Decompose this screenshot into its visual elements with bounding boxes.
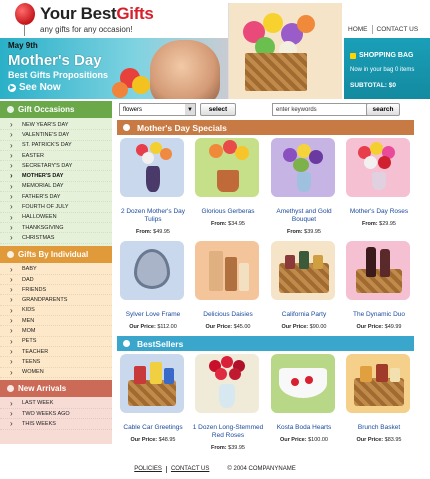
hero-date: May 9th [8, 41, 38, 50]
product-name[interactable]: The Dynamic Duo [352, 311, 406, 318]
shopping-bag-panel[interactable] [344, 38, 430, 99]
gifts-by-individual-list [0, 263, 112, 380]
balloon-icon [15, 3, 35, 25]
product-card[interactable] [192, 241, 264, 337]
gift-occasions-list [0, 118, 112, 246]
product-name[interactable]: Glorious Gerberas [201, 208, 255, 215]
product-image[interactable] [195, 354, 259, 413]
product-price: From: $29.95 [362, 221, 396, 227]
arrow-right-icon: ▶ [9, 85, 15, 91]
gifts-by-individual-header: Gifts By Individual [0, 246, 112, 263]
sidebar-item[interactable]: › FRIENDS [0, 285, 112, 295]
sidebar-item[interactable]: › THANKSGIVING [0, 223, 112, 233]
copyright: © 2004 COMPANYNAME [227, 466, 296, 472]
sidebar-item[interactable]: › TWO WEEKS AGO [0, 409, 112, 419]
basket-photo [228, 3, 342, 99]
policies-link[interactable]: POLICIES [134, 466, 162, 472]
sidebar-item[interactable]: › GRANDPARENTS [0, 295, 112, 305]
sidebar-item[interactable]: › THIS WEEKS [0, 419, 112, 429]
product-image[interactable] [120, 241, 184, 300]
search-input[interactable]: enter keywords [272, 103, 378, 116]
hero-title: Mother's Day [8, 52, 102, 69]
product-price: Our Price: $100.00 [279, 437, 328, 443]
product-image[interactable] [346, 241, 410, 300]
product-image[interactable] [346, 354, 410, 413]
sidebar-item[interactable]: › MOM [0, 326, 112, 336]
product-price: Our Price: $45.00 [205, 324, 251, 330]
product-card[interactable] [117, 354, 189, 450]
gift-occasions-header: Gift Occasions [0, 101, 112, 118]
home-link[interactable]: HOME [348, 25, 368, 33]
sidebar-item[interactable]: › BABY [0, 265, 112, 275]
product-price: Our Price: $48.95 [130, 437, 176, 443]
product-name[interactable]: Kosta Boda Hearts [276, 424, 332, 431]
product-card[interactable] [117, 138, 189, 234]
category-select[interactable]: flowers ▼ [119, 103, 196, 116]
sidebar-item[interactable]: › LAST WEEK [0, 399, 112, 409]
product-name[interactable]: 2 Dozen Mother's Day Tulips [120, 208, 186, 223]
sidebar-item-active[interactable]: › MOTHER'S DAY [0, 171, 112, 181]
mother-portrait [150, 40, 220, 99]
sidebar-item[interactable]: › PETS [0, 337, 112, 347]
sidebar-item[interactable]: › MEN [0, 316, 112, 326]
product-image[interactable] [120, 138, 184, 197]
product-image[interactable] [346, 138, 410, 197]
top-links [344, 22, 430, 36]
sidebar-item[interactable]: › WOMEN [0, 368, 112, 378]
product-price: Our Price: $90.00 [281, 324, 327, 330]
product-image[interactable] [195, 138, 259, 197]
product-image[interactable] [195, 241, 259, 300]
sidebar-item[interactable]: › MEMORIAL DAY [0, 182, 112, 192]
sidebar-item[interactable]: › KIDS [0, 306, 112, 316]
bag-subtotal: SUBTOTAL: $0 [350, 82, 396, 89]
brand-name: Your BestGifts [40, 4, 154, 23]
product-name[interactable]: Delicious Daisies [203, 311, 253, 318]
product-card[interactable] [343, 241, 415, 337]
hero-banner[interactable] [0, 38, 228, 99]
product-price: Our Price: $83.95 [356, 437, 402, 443]
logo[interactable] [10, 3, 225, 37]
chevron-down-icon: ▼ [185, 104, 195, 115]
contact-link[interactable]: CONTACT US [376, 25, 419, 33]
product-name[interactable]: Sylver Love Frame [125, 311, 181, 318]
bag-items: Now in your bag 0 items [350, 67, 415, 73]
product-name[interactable]: Cable Car Greetings [123, 424, 183, 431]
hero-subtitle: Best Gifts Propositions [8, 70, 109, 80]
sidebar-item[interactable]: › FATHER'S DAY [0, 192, 112, 202]
product-price: Our Price: $112.00 [129, 324, 177, 330]
product-price: Our Price: $49.99 [356, 324, 402, 330]
brand-tagline: any gifts for any occasion! [40, 25, 133, 34]
product-card[interactable] [343, 138, 415, 234]
sidebar-item[interactable]: › DAD [0, 275, 112, 285]
footer [0, 459, 430, 479]
product-name[interactable]: Amethyst and Gold Bouquet [276, 208, 332, 223]
sidebar-item[interactable]: › FOURTH OF JULY [0, 202, 112, 212]
sidebar-item[interactable]: › EASTER [0, 151, 112, 161]
product-card[interactable] [343, 354, 415, 450]
product-name[interactable]: 1 Dozen Long-Stemmed Red Roses [192, 424, 264, 439]
product-price: From: $39.95 [211, 445, 245, 451]
sidebar [0, 101, 112, 457]
search-button[interactable]: search [366, 103, 400, 116]
product-price: From: $39.95 [287, 229, 321, 235]
product-card[interactable] [268, 241, 340, 337]
sidebar-item[interactable]: › VALENTINE'S DAY [0, 130, 112, 140]
product-card[interactable] [192, 138, 264, 234]
bag-icon [350, 53, 356, 59]
balloon-string [24, 24, 25, 36]
sidebar-item[interactable]: › HALLOWEEN [0, 213, 112, 223]
bestsellers-header: BestSellers [117, 336, 414, 351]
product-card[interactable] [268, 138, 340, 234]
product-price: From: $34.95 [211, 221, 245, 227]
product-card[interactable] [117, 241, 189, 337]
product-image[interactable] [271, 241, 335, 300]
product-image[interactable] [120, 354, 184, 413]
product-price: From: $49.95 [136, 229, 170, 235]
product-image[interactable] [271, 138, 335, 197]
product-name[interactable]: Brunch Basket [357, 424, 401, 431]
divider [166, 466, 167, 473]
product-image[interactable] [271, 354, 335, 413]
search-bar [117, 101, 430, 118]
sidebar-item[interactable]: › TEACHER [0, 347, 112, 357]
sidebar-item[interactable]: › TEENS [0, 357, 112, 367]
select-button[interactable]: select [200, 103, 236, 116]
new-arrivals-list [0, 397, 112, 444]
new-arrivals-header: New Arrivals [0, 380, 112, 397]
specials-header: Mother's Day Specials [117, 120, 414, 135]
basket [245, 53, 307, 91]
shopping-bag-title: SHOPPING BAG [350, 52, 413, 59]
product-card[interactable] [192, 354, 264, 450]
product-card[interactable] [268, 354, 340, 450]
sidebar-item[interactable]: › CHRISTMAS [0, 233, 112, 243]
see-now-link[interactable]: ▶ See Now [9, 82, 61, 93]
product-name[interactable]: Mother's Day Roses [349, 208, 409, 215]
sidebar-item[interactable]: › ST. PATRICK'S DAY [0, 141, 112, 151]
product-name[interactable]: California Party [281, 311, 327, 318]
sidebar-item[interactable]: › NEW YEAR'S DAY [0, 120, 112, 130]
contact-link[interactable]: CONTACT US [170, 466, 210, 472]
sidebar-item[interactable]: › SECRETARY'S DAY [0, 161, 112, 171]
